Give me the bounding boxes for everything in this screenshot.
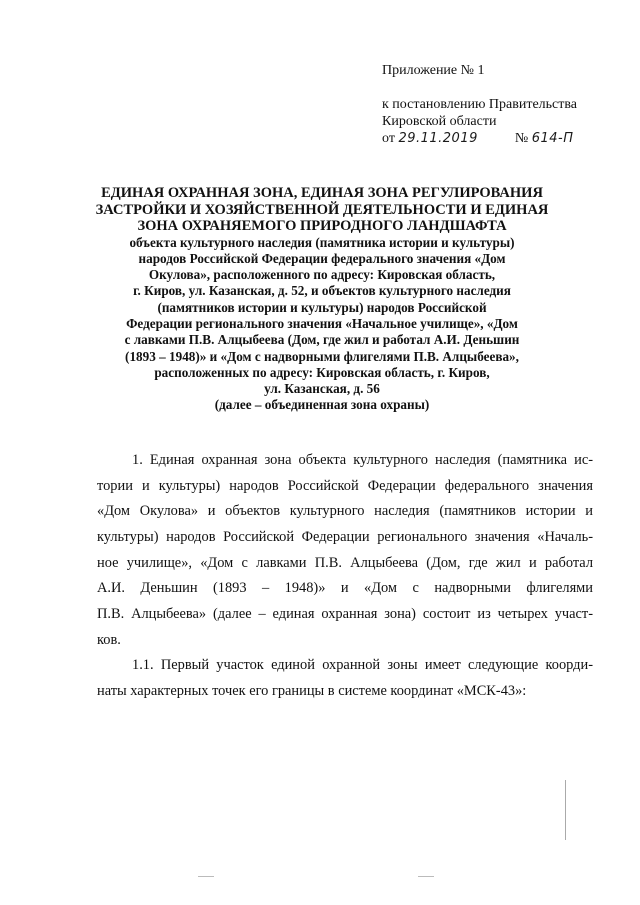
subheading-line: (1893 – 1948)» и «Дом с надворными флигелями П.В. Алцыбеева»,: [125, 348, 519, 364]
subheading-line: (памятников истории и культуры) народов Российской: [157, 299, 487, 315]
subheading-line: Окулова», расположенного по адресу: Кировская область,: [148, 267, 496, 283]
paragraph-line: ков.: [97, 631, 121, 648]
handwritten-number: 614-П: [531, 131, 574, 146]
number-prefix: №: [514, 131, 529, 146]
paragraph-line: ное училище», «Дом с лавками П.В. Алцыбеева (Дом, где жил и работал: [97, 554, 593, 571]
paragraph-line: тории и культуры) народов Российской Федерации федерального значения: [97, 477, 593, 494]
appendix-date-line: [382, 130, 577, 147]
scan-artifact: [198, 876, 214, 877]
paragraph-line: 1. Единая охранная зона объекта культурного наследия (памятника ис-: [132, 452, 593, 468]
paragraph-line: 1.1. Первый участок единой охранной зоны имеет следующие коорди-: [132, 657, 593, 673]
subheading-line: с лавками П.В. Алцыбеева (Дом, где жил и работал А.И. Деньшин: [124, 332, 520, 348]
appendix-line-1: к постановлению Правительства: [382, 97, 578, 112]
subheading-line: г. Киров, ул. Казанская, д. 52, и объектов культурного наследия: [133, 283, 511, 299]
paragraph-line: П.В. Алцыбеева» (далее – единая охранная зона) состоит из четырех участ-: [97, 606, 593, 623]
paragraph-2: [97, 653, 593, 704]
scan-artifact: [565, 780, 566, 840]
paragraph-line: «Дом Окулова» и объектов культурного наследия (памятников истории и: [97, 503, 593, 520]
heading-line: ЗОНА ОХРАНЯЕМОГО ПРИРОДНОГО ЛАНДШАФТА: [137, 218, 507, 234]
date-prefix: от: [382, 131, 395, 146]
paragraph-1: [97, 448, 593, 654]
subheading-line: расположенных по адресу: Кировская область, г. Киров,: [154, 364, 490, 380]
subheading-line: ул. Казанская, д. 56: [264, 381, 380, 397]
subheading-line: (далее – объединенная зона охраны): [214, 397, 430, 413]
subheading-line: Федерации регионального значения «Начальное училище», «Дом: [126, 315, 518, 331]
heading-line: ЗАСТРОЙКИ И ХОЗЯЙСТВЕННОЙ ДЕЯТЕЛЬНОСТИ И ЕДИНАЯ: [95, 201, 549, 218]
heading-line: ЕДИНАЯ ОХРАННАЯ ЗОНА, ЕДИНАЯ ЗОНА РЕГУЛИРОВАНИЯ: [101, 185, 543, 201]
subheading-line: народов Российской Федерации федерального значения «Дом: [138, 250, 506, 266]
appendix-title-text: Приложение № 1: [382, 63, 485, 78]
appendix-line-2: Кировской области: [382, 114, 497, 129]
appendix-reference: [382, 96, 577, 147]
document-heading: [62, 185, 582, 414]
appendix-title: [382, 62, 485, 79]
subheading-line: объекта культурного наследия (памятника истории и культуры): [129, 234, 515, 250]
scan-artifact: [418, 876, 434, 877]
paragraph-line: культуры) народов Российской Федерации регионального значения «Началь-: [97, 529, 593, 546]
paragraph-line: наты характерных точек его границы в системе координат «МСК-43»:: [97, 682, 527, 699]
paragraph-line: А.И. Деньшин (1893 – 1948)» и «Дом с надворными флигелями: [97, 580, 593, 597]
handwritten-date: 29.11.2019: [398, 131, 478, 146]
